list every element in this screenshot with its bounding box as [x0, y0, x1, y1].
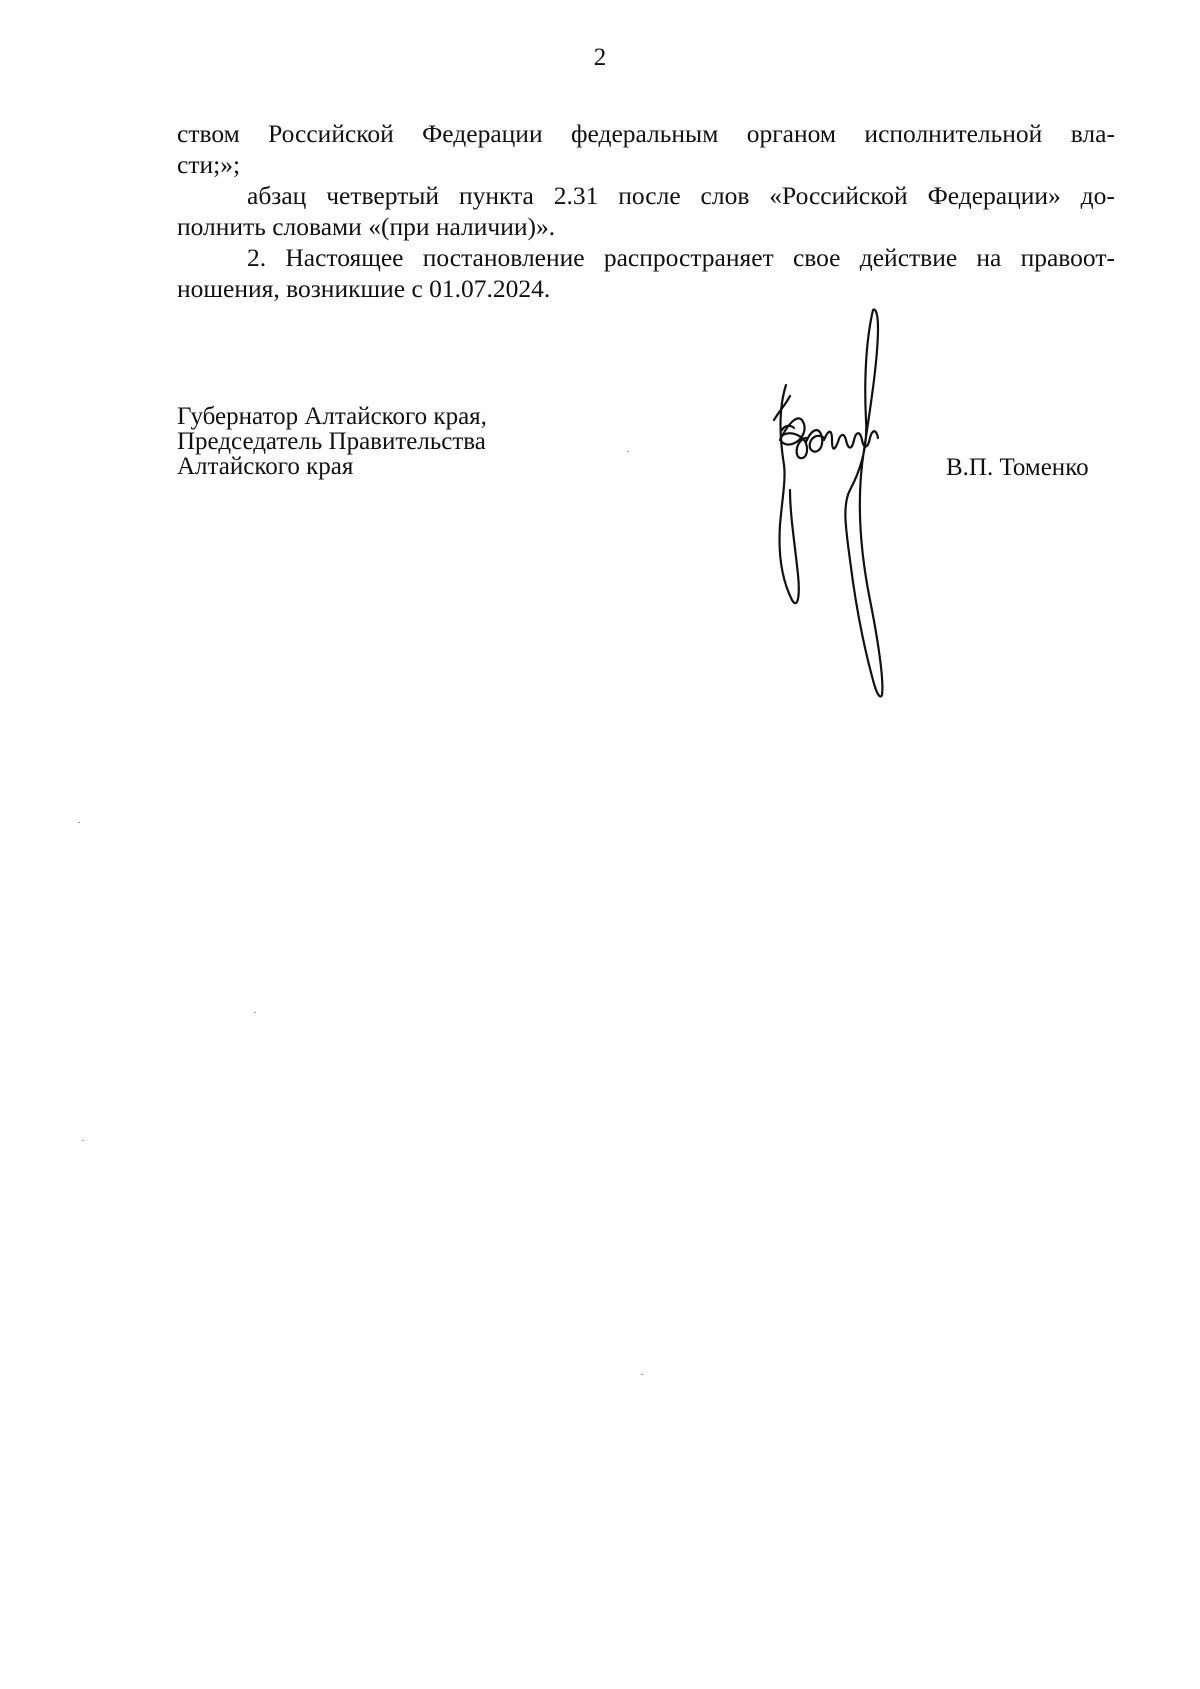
word: Российской	[268, 119, 394, 148]
scan-speck	[82, 1140, 84, 1141]
word: слов	[700, 181, 750, 210]
paragraph-2-line-1	[177, 180, 1115, 211]
word: до-	[1080, 181, 1115, 210]
paragraph-1-line-2: сти;»;	[177, 150, 241, 179]
word: 2.	[247, 243, 267, 272]
word: ством	[177, 119, 240, 148]
position-line-1: Губернатор Алтайского края,	[177, 403, 487, 430]
page-number: 2	[593, 44, 607, 71]
word: исполнительной	[864, 119, 1043, 148]
word: действие	[859, 243, 958, 272]
word: органом	[746, 119, 837, 148]
word: четвертый	[326, 181, 440, 210]
word: федеральным	[570, 119, 719, 148]
word: после	[618, 181, 681, 210]
word: 2.31	[553, 181, 599, 210]
word: свое	[792, 243, 841, 272]
paragraph-3-line-2: ношения, возникшие с 01.07.2024.	[177, 274, 551, 303]
handwritten-signature	[760, 300, 920, 720]
scan-speck	[254, 1012, 256, 1013]
word: на	[976, 243, 1002, 272]
paragraph-3-line-1	[177, 242, 1115, 273]
position-line-2: Председатель Правительства	[177, 428, 486, 455]
word: Настоящее	[285, 243, 404, 272]
signatory-position	[177, 404, 487, 479]
word: пункта	[458, 181, 534, 210]
word: правоот-	[1020, 243, 1115, 272]
scan-speck	[627, 451, 629, 452]
word: распространяет	[603, 243, 774, 272]
scan-speck	[78, 822, 80, 823]
position-line-3: Алтайского края	[177, 453, 354, 480]
paragraph-1-line-1	[177, 118, 1115, 149]
word: вла-	[1070, 119, 1115, 148]
signer-name: В.П. Томенко	[946, 454, 1089, 481]
document-body	[177, 118, 1115, 304]
paragraph-2-line-2: полнить словами «(при наличии)».	[177, 212, 556, 241]
word: «Российской	[769, 181, 908, 210]
scan-speck	[641, 1374, 643, 1375]
word: Федерации»	[927, 181, 1061, 210]
word: Федерации	[422, 119, 543, 148]
word: абзац	[247, 181, 307, 210]
word: постановление	[422, 243, 585, 272]
